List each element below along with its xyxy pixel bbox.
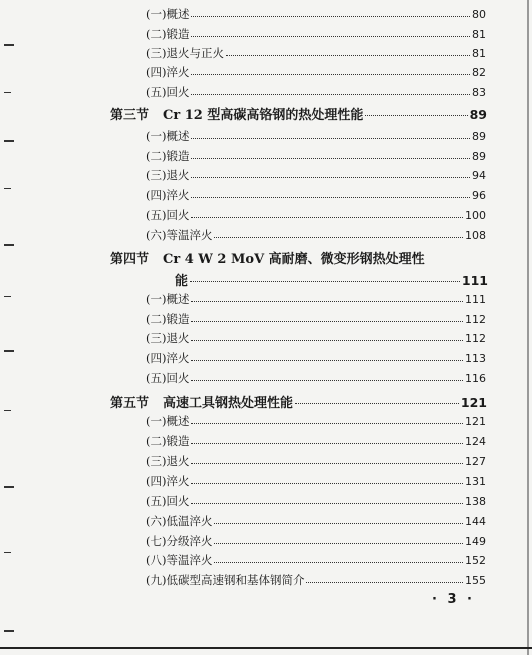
dot-leader <box>191 423 463 424</box>
page-number: 81 <box>472 47 486 60</box>
page-number: 112 <box>465 332 486 345</box>
toc-entry[interactable] <box>146 6 486 22</box>
section-number: 第三节 <box>110 108 150 123</box>
entry-title: (六)等温淬火 <box>146 228 213 242</box>
dot-leader <box>191 197 470 198</box>
entry-title: (二)锻造 <box>146 434 190 448</box>
entry-title: (五)回火 <box>146 494 190 508</box>
binding-mark <box>4 552 11 553</box>
dot-leader <box>191 443 463 444</box>
dot-leader <box>191 74 470 75</box>
toc-section-heading[interactable] <box>110 392 487 410</box>
page-number: 111 <box>461 273 488 288</box>
page-number: 149 <box>465 535 486 548</box>
toc-entry[interactable] <box>146 128 486 144</box>
page-number: 94 <box>472 169 486 182</box>
entry-title: (一)概述 <box>146 292 190 306</box>
page-number: 89 <box>472 150 486 163</box>
entry-title: (二)锻造 <box>146 312 190 326</box>
toc-entry[interactable] <box>146 207 486 223</box>
toc-entry[interactable] <box>146 533 486 549</box>
toc-entry[interactable] <box>146 513 486 529</box>
entry-title: (五)回火 <box>146 208 190 222</box>
toc-entry[interactable] <box>146 64 486 80</box>
page-number: 113 <box>465 352 486 365</box>
entry-title: Cr 4 W 2 MoV 高耐磨、微变形钢热处理性 <box>163 252 425 267</box>
toc-section-heading[interactable] <box>110 248 487 266</box>
page-number: 111 <box>465 293 486 306</box>
binding-mark <box>4 296 11 297</box>
entry-title: (七)分级淬火 <box>146 534 213 548</box>
binding-mark <box>4 630 14 632</box>
dot-leader <box>191 138 470 139</box>
page-number: 138 <box>465 495 486 508</box>
entry-title: (一)概述 <box>146 7 190 21</box>
toc-entry[interactable] <box>146 350 486 366</box>
dot-leader <box>191 177 470 178</box>
entry-title: (四)淬火 <box>146 351 190 365</box>
toc-entry[interactable] <box>146 26 486 42</box>
toc-entry[interactable] <box>146 187 486 203</box>
binding-mark <box>4 140 14 142</box>
entry-title: 高速工具钢热处理性能 <box>163 396 294 411</box>
page-number: 89 <box>469 107 487 122</box>
binding-mark <box>4 244 14 246</box>
toc-entry[interactable] <box>146 45 486 61</box>
section-number: 第四节 <box>110 252 150 267</box>
entry-title: (六)低温淬火 <box>146 514 213 528</box>
dot-leader <box>191 158 470 159</box>
dot-leader <box>226 55 470 56</box>
entry-title: (八)等温淬火 <box>146 553 213 567</box>
page-edge <box>527 0 529 655</box>
toc-entry[interactable] <box>146 453 486 469</box>
toc-section-heading[interactable] <box>110 104 487 122</box>
page-number: 81 <box>472 28 486 41</box>
entry-title: (三)退火 <box>146 331 190 345</box>
entry-title: (五)回火 <box>146 371 190 385</box>
entry-title: (四)淬火 <box>146 65 190 79</box>
binding-mark <box>4 92 11 93</box>
toc-entry[interactable] <box>146 433 486 449</box>
dot-leader <box>190 281 460 282</box>
toc-entry[interactable] <box>146 167 486 183</box>
page-number: 108 <box>465 229 486 242</box>
dot-leader <box>191 483 463 484</box>
page-number: 127 <box>465 455 486 468</box>
dot-leader <box>365 115 467 116</box>
toc-entry[interactable] <box>146 227 486 243</box>
binding-mark <box>4 44 14 46</box>
dot-leader <box>191 36 470 37</box>
dot-leader <box>191 16 470 17</box>
toc-entry[interactable] <box>146 552 486 568</box>
dot-leader <box>191 463 463 464</box>
toc-entry[interactable] <box>146 473 486 489</box>
dot-leader <box>214 237 463 238</box>
page-number: 152 <box>465 554 486 567</box>
dot-leader <box>191 360 463 361</box>
page-number: 121 <box>460 395 487 410</box>
toc-entry[interactable] <box>146 291 486 307</box>
binding-mark <box>4 188 11 189</box>
entry-title: (九)低碳型高速钢和基体钢简介 <box>146 573 305 587</box>
entry-title: (四)淬火 <box>146 474 190 488</box>
entry-title: (三)退火 <box>146 168 190 182</box>
page-number: 80 <box>472 8 486 21</box>
dot-leader <box>214 562 463 563</box>
entry-title: (二)锻造 <box>146 149 190 163</box>
page-number: 112 <box>465 313 486 326</box>
dot-leader <box>191 503 463 504</box>
page-number: 96 <box>472 189 486 202</box>
entry-title: (五)回火 <box>146 85 190 99</box>
page-number: 116 <box>465 372 486 385</box>
toc-entry[interactable] <box>146 84 486 100</box>
toc-entry[interactable] <box>146 148 486 164</box>
page-number: 83 <box>472 86 486 99</box>
dot-leader <box>191 380 463 381</box>
dot-leader <box>306 582 463 583</box>
entry-title: (三)退火 <box>146 454 190 468</box>
entry-title: Cr 12 型高碳高铬钢的热处理性能 <box>163 108 364 123</box>
entry-title: (一)概述 <box>146 414 190 428</box>
toc-entry[interactable] <box>146 493 486 509</box>
bottom-rule <box>0 647 532 649</box>
page-number: 131 <box>465 475 486 488</box>
dot-leader <box>191 340 463 341</box>
toc-entry[interactable] <box>146 370 486 386</box>
dot-leader <box>214 543 463 544</box>
binding-mark <box>4 410 11 411</box>
entry-title: (一)概述 <box>146 129 190 143</box>
page-number: 100 <box>465 209 486 222</box>
toc-entry[interactable] <box>146 413 486 429</box>
page-number: 121 <box>465 415 486 428</box>
page-number: 124 <box>465 435 486 448</box>
entry-title: 能 <box>175 274 189 289</box>
binding-mark <box>4 486 14 488</box>
toc-section-continuation[interactable] <box>175 270 488 288</box>
page-number: 82 <box>472 66 486 79</box>
page-number: 89 <box>472 130 486 143</box>
toc-entry[interactable] <box>146 330 486 346</box>
page-folio: · 3 · <box>432 592 475 607</box>
dot-leader <box>191 321 463 322</box>
entry-title: (二)锻造 <box>146 27 190 41</box>
page-number: 144 <box>465 515 486 528</box>
dot-leader <box>191 217 463 218</box>
dot-leader <box>191 94 470 95</box>
entry-title: (三)退火与正火 <box>146 46 224 60</box>
section-number: 第五节 <box>110 396 150 411</box>
dot-leader <box>191 301 463 302</box>
entry-title: (四)淬火 <box>146 188 190 202</box>
binding-mark <box>4 350 14 352</box>
dot-leader <box>214 523 463 524</box>
toc-entry[interactable] <box>146 311 486 327</box>
page-number: 155 <box>465 574 486 587</box>
toc-entry[interactable] <box>146 572 486 588</box>
dot-leader <box>295 403 459 404</box>
